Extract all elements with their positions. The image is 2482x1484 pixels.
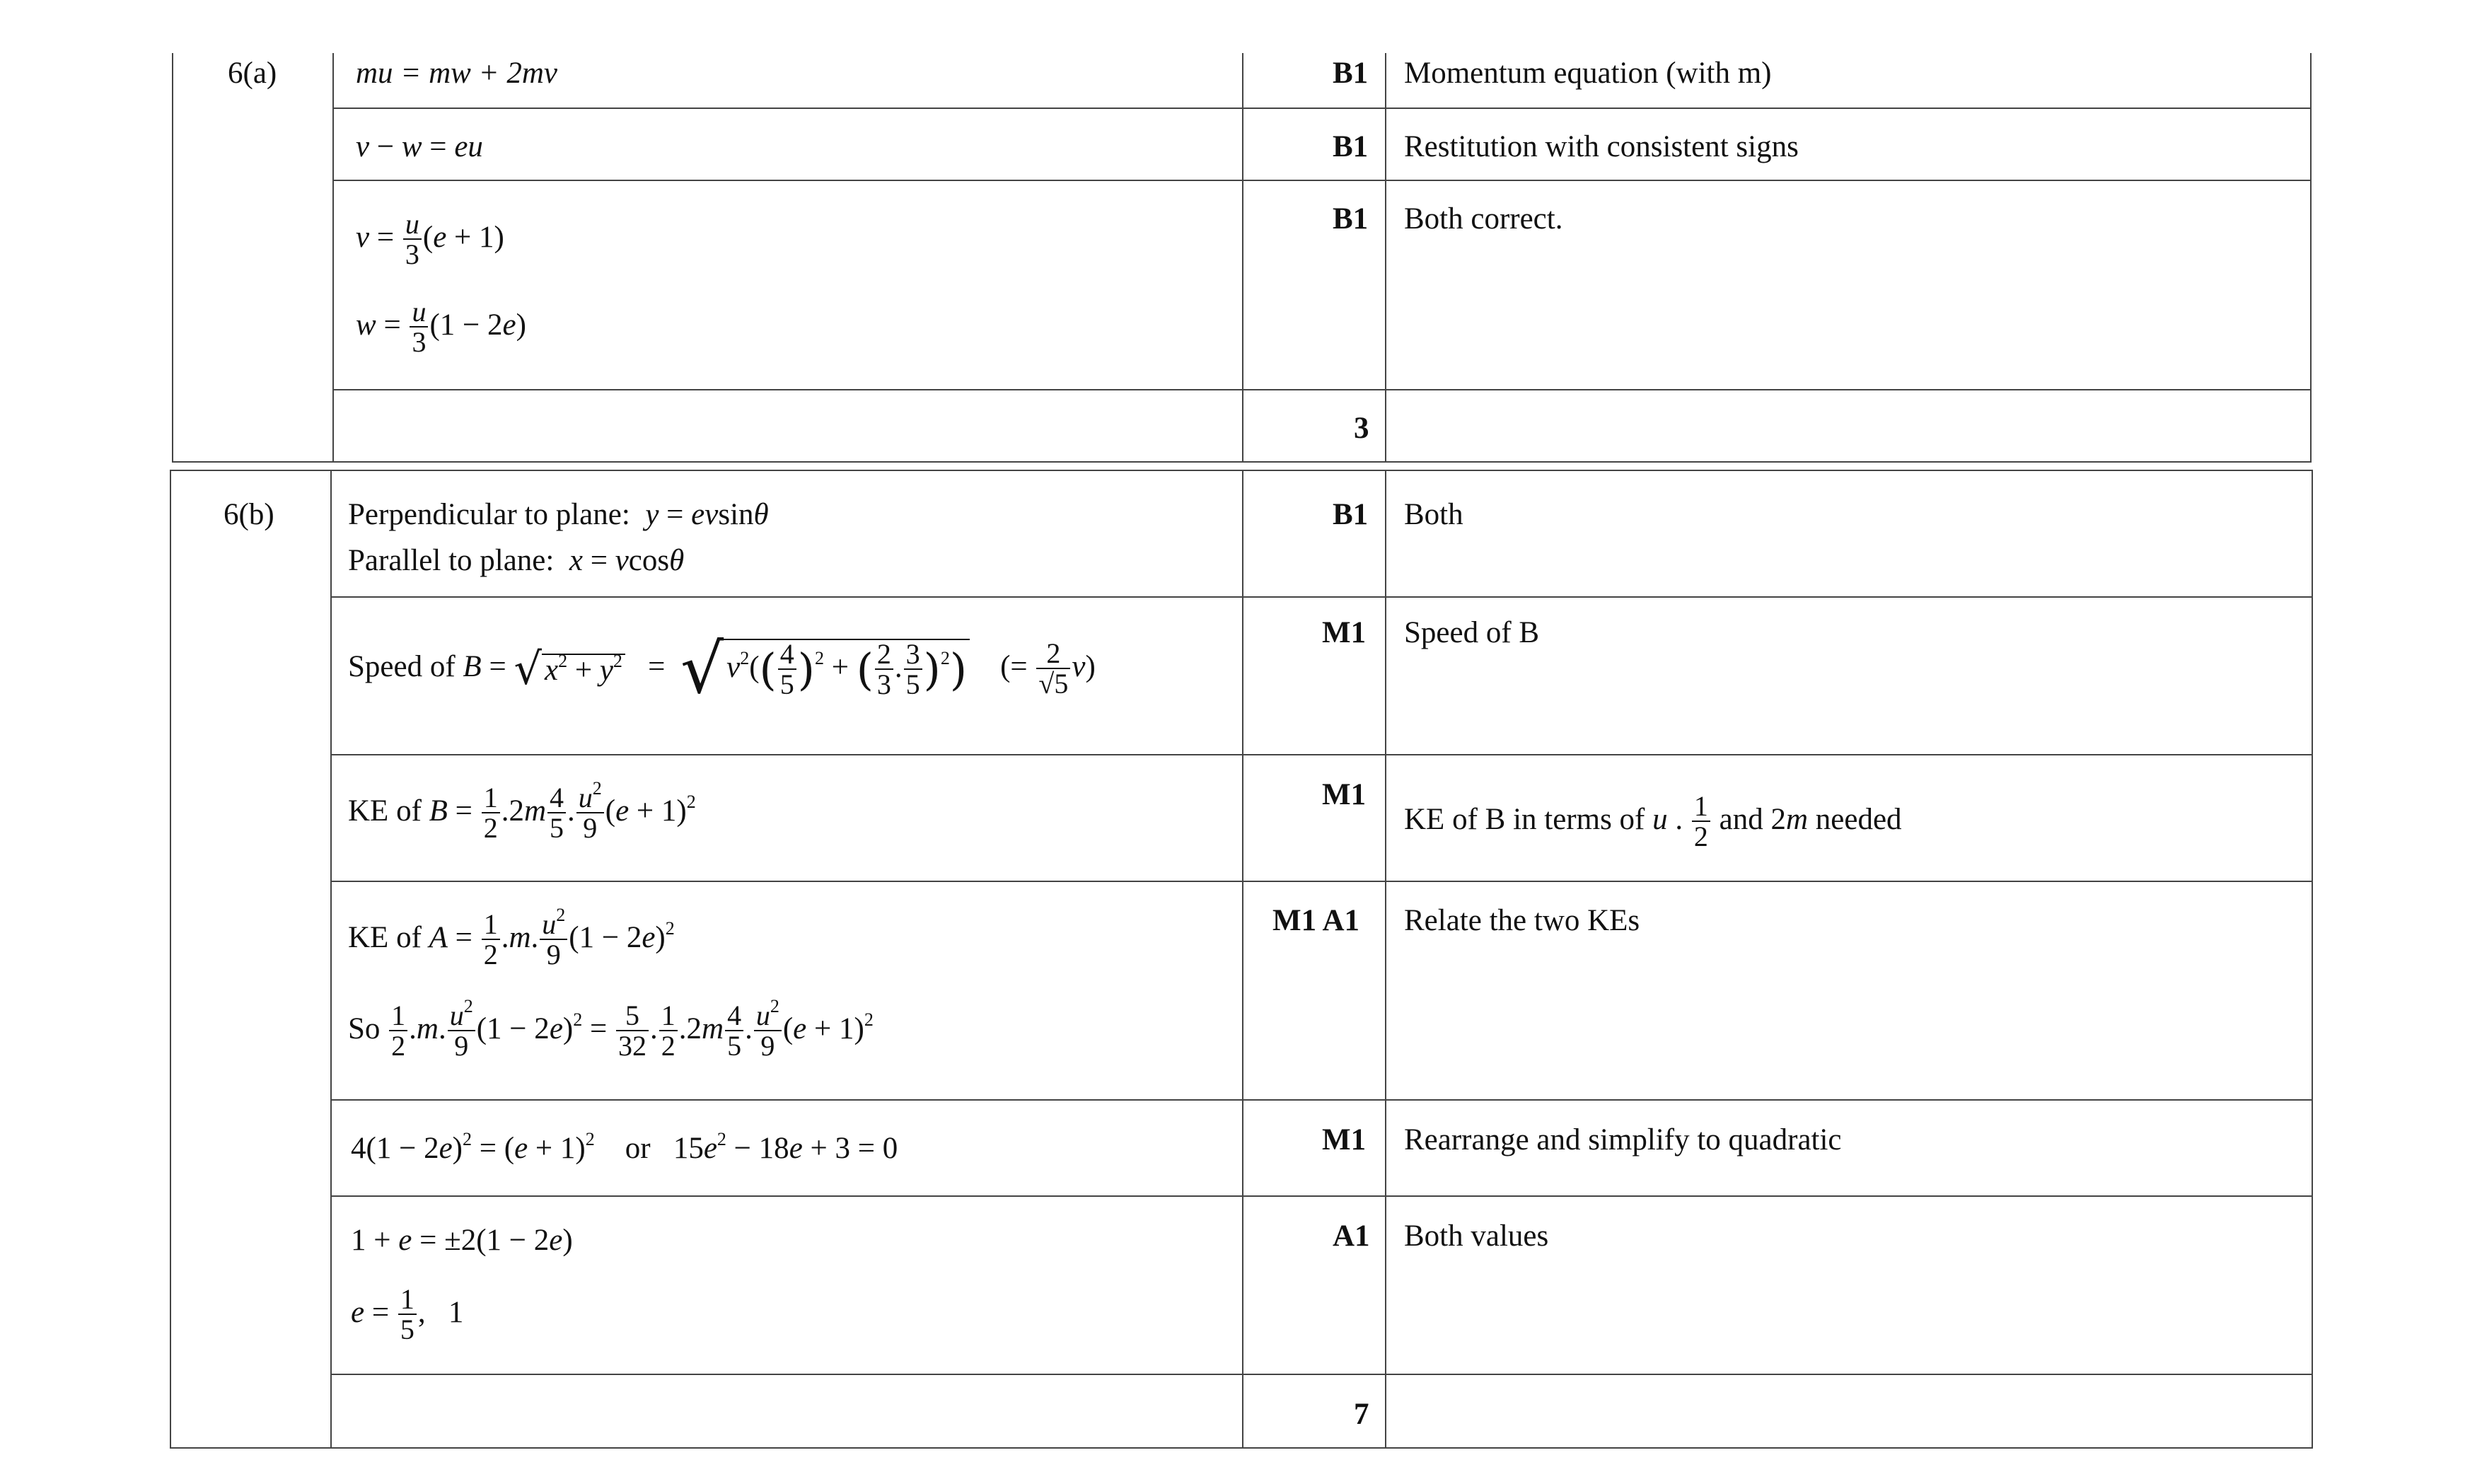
total-b: 7 (1354, 1398, 1369, 1431)
ke-of-b-label: KE of (348, 794, 422, 828)
question-number-b: 6(b) (224, 498, 274, 531)
section-b-rule-4 (330, 1099, 2313, 1101)
guidance-a-3: Both correct. (1404, 202, 1563, 236)
or-word: or (625, 1132, 651, 1165)
restitution-equation: v − w = eu (356, 130, 483, 163)
guidance-b-1: Both (1404, 498, 1463, 531)
parallel-label: Parallel to plane: (348, 544, 555, 577)
velocity-w-expression: w = $\frac{u}{3}$ (1 − 2e) (356, 296, 526, 358)
section-a-bottom (172, 461, 2312, 463)
ke-of-a-expression: KE of A = $\frac{1}{2}$ .m. $\frac{u^2}{9}$ $(1 - 2e)^2$ (348, 905, 675, 970)
guidance-b-3-part-1: KE of B in terms of (1404, 802, 1645, 836)
total-a: 3 (1354, 412, 1369, 445)
mark-b-4: M1 A1 (1272, 904, 1360, 937)
section-b-rule-1 (330, 596, 2313, 598)
speed-of-b-expression: Speed of $B = √x^2 + y^2 = √v^2$(( $\frac{4}{5}$ )$^2$ + ( $\frac{2}{3}$ . $\frac{3}{5}$ )$^2$) (= $\frac{2}{√5}$ v) (348, 630, 1096, 709)
guidance-b-4: Relate the two KEs (1404, 904, 1640, 937)
mark-b-3: M1 (1322, 778, 1367, 811)
question-number-a: 6(a) (228, 57, 277, 90)
speed-of-label: Speed of (348, 649, 456, 683)
section-b-rule-5 (330, 1195, 2313, 1197)
section-b-divider-1 (330, 470, 332, 1447)
guidance-b-3-part-2: and (1719, 802, 1763, 836)
section-a-divider-1 (332, 53, 334, 461)
mark-b-2: M1 (1322, 616, 1367, 649)
quadratic-expression: $4(1 - 2e)^2 = (e + 1)^2$ or $15e^2 - 18e + 3 = 0$ (351, 1129, 898, 1165)
mark-a-3: B1 (1333, 202, 1369, 236)
guidance-b-2: Speed of B (1404, 616, 1540, 649)
mark-a-1: B1 (1333, 57, 1369, 90)
guidance-b-5: Rearrange and simplify to quadratic (1404, 1123, 1842, 1157)
ke-of-b-expression: KE of B = $\frac{1}{2}$ .2m $\frac{4}{5}$ . $\frac{u^2}{9}$ $(e + 1)^2$ (348, 778, 696, 844)
e-values: e = $\frac{1}{5}$ , 1 (351, 1283, 464, 1345)
perpendicular-label: Perpendicular to plane: (348, 498, 630, 531)
section-b-rule-6 (330, 1374, 2313, 1375)
momentum-equation: mu = mw + 2mv (356, 57, 557, 90)
mark-a-2: B1 (1333, 130, 1369, 163)
ke-relation-expression: So $\frac{1}{2}$ .m. $\frac{u^2}{9}$ $(1 - 2e)^2$ = $\frac{5}{32}$ . $\frac{1}{2}$ .2m $\frac{4}{5}$ . $\frac{u^2}{9}$ $(e + 1)^2$ (348, 996, 874, 1062)
section-b-bottom (170, 1447, 2313, 1449)
parallel-component: Parallel to plane: x = vcosθ (348, 544, 685, 577)
section-b-divider-3 (1385, 470, 1386, 1447)
mark-b-5: M1 (1322, 1123, 1367, 1157)
section-a-rule-3 (332, 389, 2312, 390)
section-a-rule-1 (332, 108, 2312, 109)
guidance-a-1: Momentum equation (with m) (1404, 57, 1772, 90)
guidance-b-3-part-3: needed (1815, 802, 1902, 836)
ke-of-a-label: KE of (348, 920, 422, 954)
guidance-a-2: Restitution with consistent signs (1404, 130, 1799, 163)
velocity-v-expression: v = $\frac{u}{3}$ (e + 1) (356, 208, 504, 270)
section-b-rule-3 (330, 881, 2313, 882)
guidance-b-6: Both values (1404, 1219, 1549, 1253)
mark-b-6: A1 (1333, 1219, 1370, 1253)
mark-b-1: B1 (1333, 498, 1369, 531)
section-a-rule-2 (332, 180, 2312, 181)
so-label: So (348, 1011, 381, 1045)
section-b-divider-2 (1242, 470, 1243, 1447)
root-equation: 1 + e = ±2(1 − 2e) (351, 1224, 573, 1257)
guidance-b-3: KE of B in terms of u . $\frac{1}{2}$ and 2m needed (1404, 790, 1902, 852)
section-a-divider-2 (1242, 53, 1243, 461)
section-b-rule-2 (330, 754, 2313, 755)
section-a-divider-3 (1385, 53, 1386, 461)
perpendicular-component: Perpendicular to plane: y = evsinθ (348, 498, 769, 531)
